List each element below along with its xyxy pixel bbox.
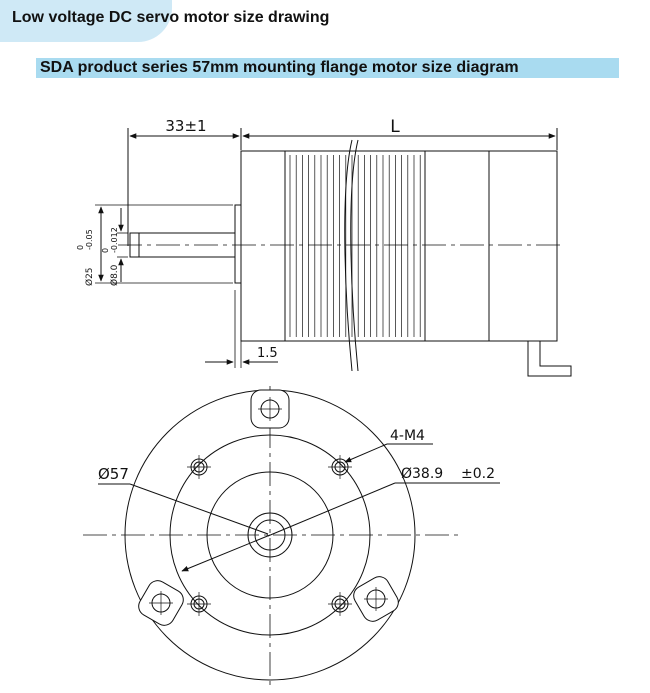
- pilot-tol-lower: -0.05: [85, 229, 94, 250]
- o38-leader-line: [268, 483, 395, 536]
- side-view: [95, 128, 571, 376]
- pilot-tol-upper: 0: [76, 244, 85, 250]
- bolt-circle-label: Ø38.9: [401, 466, 444, 482]
- pilot-boss: [235, 205, 241, 283]
- m4-hole: [328, 455, 352, 479]
- shaft-tol-lower: -0.012: [110, 227, 119, 253]
- shaft: [130, 233, 235, 257]
- cable-exit: [528, 341, 571, 376]
- mount-ear-bottom-right: [350, 573, 402, 625]
- thread-label: 4-M4: [390, 428, 425, 444]
- bolt-circle-tolerance: ±0.2: [461, 466, 495, 482]
- outer-diameter-label: Ø57: [98, 465, 129, 483]
- front-view: [83, 386, 500, 690]
- body-length-label: L: [390, 117, 400, 137]
- shaft-length-label: 33±1: [165, 117, 207, 135]
- flange: [241, 151, 285, 341]
- rear-cap: [425, 151, 557, 341]
- mount-ear-bottom-left: [135, 577, 187, 629]
- pilot-diameter-group: [76, 229, 95, 286]
- flange-step-label: 1.5: [257, 346, 278, 361]
- m4-hole: [187, 455, 211, 479]
- o57-leader-line: [130, 484, 268, 534]
- mount-ear-top: [251, 390, 289, 428]
- page-title: Low voltage DC servo motor size drawing: [12, 9, 330, 26]
- shaft-tol-upper: 0: [101, 247, 110, 253]
- subtitle-text: SDA product series 57mm mounting flange motor size diagram: [40, 59, 519, 76]
- m4-hole: [328, 592, 352, 616]
- pilot-diameter-label: Ø25: [85, 267, 95, 286]
- shaft-diameter-label: Ø8.0: [110, 264, 120, 286]
- cooling-fins: [290, 155, 420, 337]
- finned-housing: [285, 151, 425, 341]
- m4-leader-line: [345, 444, 387, 462]
